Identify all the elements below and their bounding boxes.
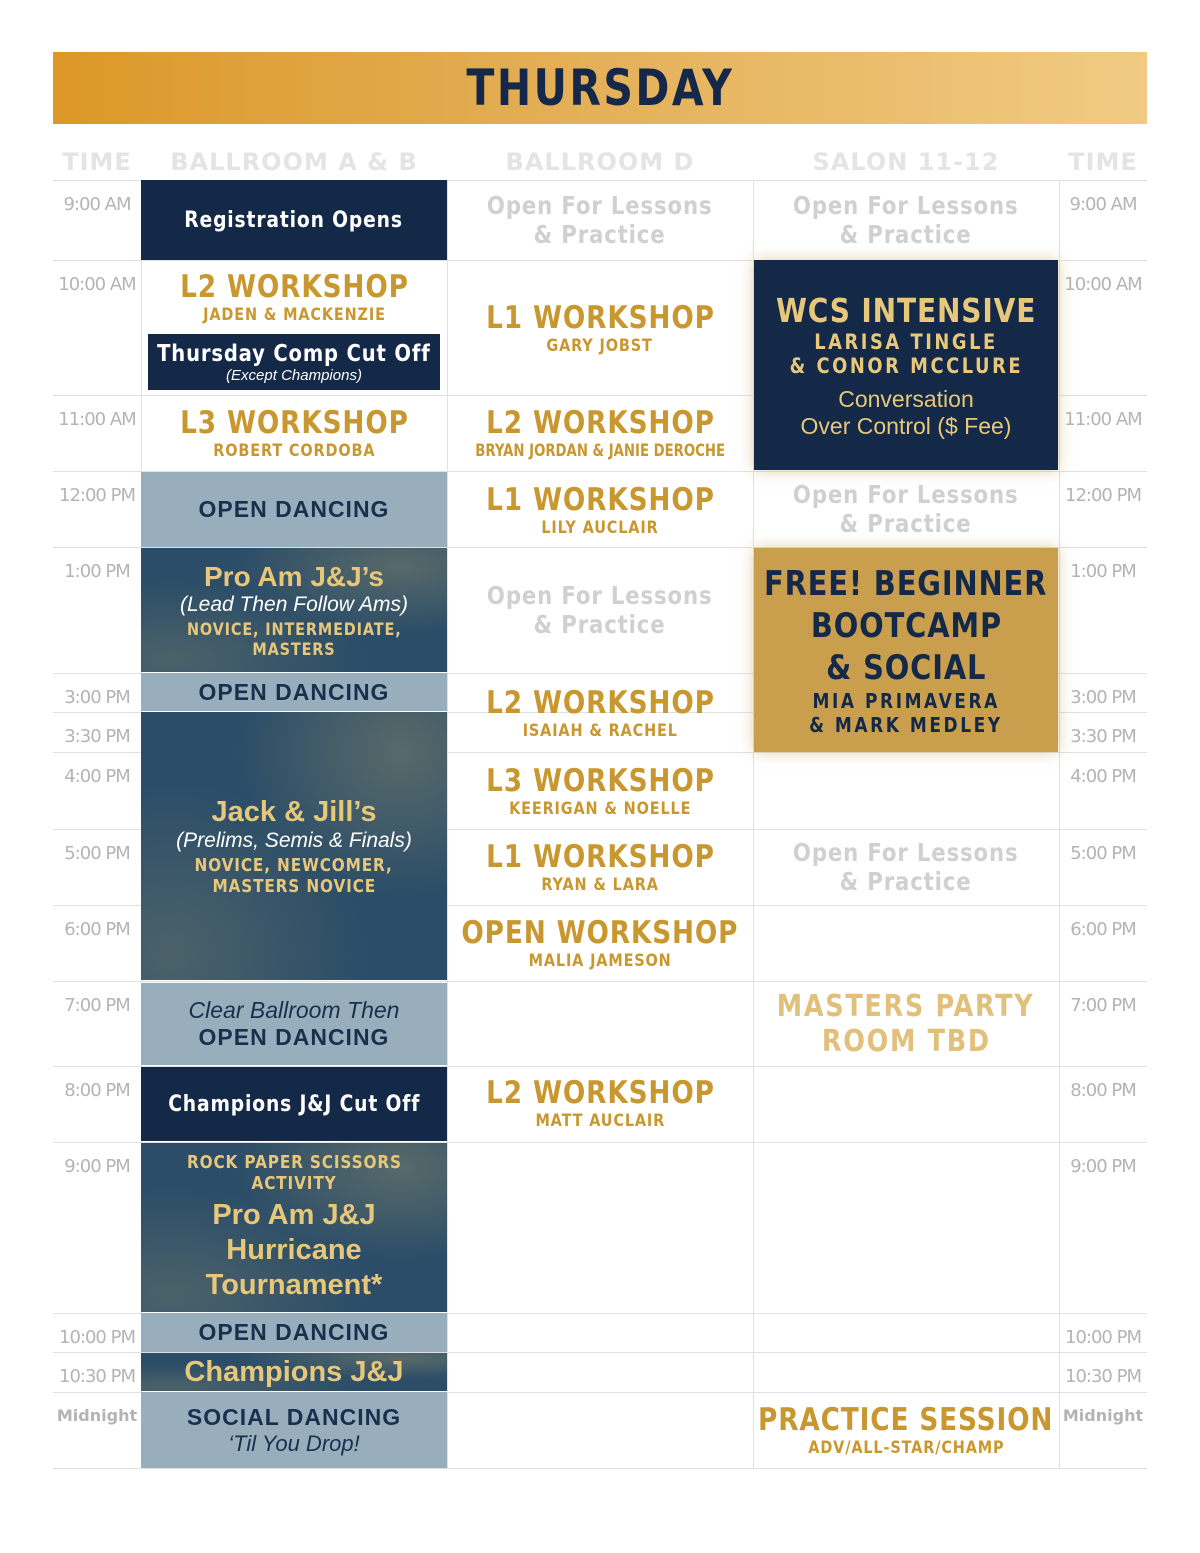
time-label-right: 3:00 PM <box>1070 687 1136 708</box>
header-salon: SALON 11-12 <box>812 148 1000 176</box>
hurricane-title-3: Tournament* <box>205 1269 383 1301</box>
workshop-instructors: MALIA JAMESON <box>528 951 672 971</box>
bootcamp-title-2: BOOTCAMP <box>810 606 1002 646</box>
proam-divisions-2: MASTERS <box>252 639 336 660</box>
workshop-title: OPEN WORKSHOP <box>461 915 739 951</box>
grid-line <box>1059 180 1060 1468</box>
jj-title: Jack & Jill’s <box>211 795 377 828</box>
champions-cutoff-block <box>141 1067 447 1141</box>
workshop-instructors: JADEN & MACKENZIE <box>202 305 386 325</box>
time-label-left: 10:00 AM <box>58 274 136 295</box>
cutoff-note: (Except Champions) <box>226 366 362 384</box>
rps-activity-2: ACTIVITY <box>251 1173 337 1194</box>
time-label-left: 9:00 AM <box>63 194 131 215</box>
time-label-right: 10:00 PM <box>1065 1327 1141 1348</box>
wcs-topic: Conversation <box>838 385 974 412</box>
header-ballroom-d: BALLROOM D <box>505 148 695 176</box>
champions-jj-label: Champions J&J <box>184 1355 404 1388</box>
workshop-title: L2 WORKSHOP <box>485 1075 715 1111</box>
open-lessons-label: Open For Lessons <box>793 838 1019 867</box>
open-dancing-block <box>141 673 447 711</box>
workshop-instructors: LILY AUCLAIR <box>541 517 659 538</box>
time-label-right: 12:00 PM <box>1065 485 1141 506</box>
wcs-instructor-2: & CONOR MCCLURE <box>789 353 1023 378</box>
comp-cutoff-block <box>148 334 440 390</box>
practice-session-level: ADV/ALL-STAR/CHAMP <box>807 1438 1005 1458</box>
open-dancing-label: OPEN DANCING <box>198 1024 390 1050</box>
jj-divisions-2: MASTERS NOVICE <box>212 875 376 897</box>
open-lessons-salon <box>753 180 1059 260</box>
bootcamp-instructor-2: & MARK MEDLEY <box>809 713 1003 737</box>
l3-workshop-d <box>447 754 753 828</box>
time-label-right: 10:00 AM <box>1064 274 1142 295</box>
open-lessons-label-2: & Practice <box>840 509 972 538</box>
open-lessons-d-2 <box>447 548 753 672</box>
workshop-instructors: KEERIGAN & NOELLE <box>508 799 692 819</box>
bootcamp-instructor: MIA PRIMAVERA <box>812 689 1000 713</box>
l3-workshop-ab <box>141 396 447 470</box>
jj-divisions: NOVICE, NEWCOMER, <box>194 854 394 876</box>
time-label-left: 5:00 PM <box>64 843 130 864</box>
time-label-right: 9:00 AM <box>1069 194 1137 215</box>
workshop-title: L2 WORKSHOP <box>485 405 715 441</box>
open-lessons-label-2: & Practice <box>534 220 666 249</box>
bootcamp-title-3: & SOCIAL <box>825 648 987 688</box>
workshop-title: L3 WORKSHOP <box>179 405 409 441</box>
open-lessons-d <box>447 180 753 260</box>
open-workshop-d <box>447 906 753 980</box>
time-label-right: 6:00 PM <box>1070 919 1136 940</box>
time-label-left: Midnight <box>56 1406 138 1425</box>
clear-ballroom-label: Clear Ballroom Then <box>188 997 400 1023</box>
proam-title: Pro Am J&J’s <box>204 560 384 592</box>
registration-block <box>141 180 447 260</box>
time-label-left: 4:00 PM <box>64 766 130 787</box>
workshop-instructors: GARY JOBST <box>546 336 654 356</box>
open-dancing-label: OPEN DANCING <box>198 678 390 705</box>
practice-session-block <box>753 1392 1059 1468</box>
time-label-right: 4:00 PM <box>1070 766 1136 787</box>
time-label-left: 10:00 PM <box>59 1327 135 1348</box>
masters-party-block <box>753 982 1059 1066</box>
time-label-right: 9:00 PM <box>1070 1156 1136 1177</box>
beginner-bootcamp-block <box>754 548 1058 752</box>
open-dancing-block <box>141 1313 447 1352</box>
open-lessons-label-2: & Practice <box>840 867 972 896</box>
header-ballroom-ab: BALLROOM A & B <box>170 148 418 176</box>
social-dancing-note: ‘Til You Drop! <box>228 1430 360 1456</box>
l1-workshop-d <box>447 261 753 395</box>
jack-and-jill-block <box>141 712 447 980</box>
time-label-right: 8:00 PM <box>1070 1080 1136 1101</box>
masters-party-room: ROOM TBD <box>821 1024 991 1059</box>
time-label-right: Midnight <box>1062 1406 1144 1425</box>
time-label-left: 11:00 AM <box>58 409 136 430</box>
workshop-title: L2 WORKSHOP <box>179 269 409 305</box>
open-lessons-label-2: & Practice <box>840 220 972 249</box>
proam-divisions: NOVICE, INTERMEDIATE, <box>186 619 402 640</box>
jj-note: (Prelims, Semis & Finals) <box>176 828 412 852</box>
time-label-right: 7:00 PM <box>1070 995 1136 1016</box>
time-label-right: 5:00 PM <box>1070 843 1136 864</box>
workshop-instructors: BRYAN JORDAN & JANIE DEROCHE <box>475 441 725 461</box>
workshop-title: L1 WORKSHOP <box>485 481 715 518</box>
open-lessons-label: Open For Lessons <box>487 191 713 220</box>
open-lessons-label: Open For Lessons <box>487 581 713 610</box>
time-label-left: 6:00 PM <box>64 919 130 940</box>
time-label-left: 12:00 PM <box>59 485 135 506</box>
day-banner <box>53 52 1147 124</box>
time-label-right: 1:00 PM <box>1070 561 1136 582</box>
time-label-left: 8:00 PM <box>64 1080 130 1101</box>
proam-note: (Lead Then Follow Ams) <box>180 592 408 616</box>
grid-line <box>53 1468 1147 1469</box>
clear-ballroom-block <box>141 983 447 1065</box>
time-label-left: 3:30 PM <box>64 726 130 747</box>
open-lessons-salon-3 <box>753 754 1059 980</box>
social-dancing-label: SOCIAL DANCING <box>186 1403 402 1430</box>
workshop-title: L1 WORKSHOP <box>485 300 715 336</box>
time-label-left: 3:00 PM <box>64 687 130 708</box>
l1-workshop-d-3 <box>447 830 753 904</box>
workshop-instructors: MATT AUCLAIR <box>535 1111 665 1131</box>
time-label-right: 3:30 PM <box>1070 726 1136 747</box>
time-label-right: 11:00 AM <box>1064 409 1142 430</box>
time-label-right: 10:30 PM <box>1065 1366 1141 1387</box>
open-dancing-block <box>141 472 447 547</box>
practice-session-title: PRACTICE SESSION <box>758 1402 1054 1438</box>
workshop-title: L1 WORKSHOP <box>485 839 715 875</box>
workshop-instructors: RYAN & LARA <box>541 875 659 895</box>
champions-cutoff-label: Champions J&J Cut Off <box>167 1091 420 1117</box>
open-lessons-salon-2 <box>753 472 1059 546</box>
time-label-left: 9:00 PM <box>64 1156 130 1177</box>
header-time-right: TIME <box>1068 148 1138 176</box>
open-dancing-label: OPEN DANCING <box>198 1319 390 1345</box>
workshop-title: L2 WORKSHOP <box>485 685 715 721</box>
l2-workshop-ab <box>141 262 447 332</box>
workshop-instructors: ROBERT CORDOBA <box>212 441 376 461</box>
cutoff-title: Thursday Comp Cut Off <box>157 340 431 367</box>
social-dancing-block <box>141 1392 447 1468</box>
wcs-topic-2: Over Control ($ Fee) <box>800 412 1012 439</box>
proam-jj-block <box>141 548 447 672</box>
registration-label: Registration Opens <box>184 207 404 233</box>
open-lessons-label: Open For Lessons <box>793 480 1019 509</box>
l2-workshop-d <box>447 396 753 470</box>
bootcamp-title: FREE! BEGINNER <box>764 564 1048 604</box>
wcs-title: WCS INTENSIVE <box>775 290 1037 330</box>
l2-workshop-d-2 <box>447 674 753 752</box>
workshop-instructors: ISAIAH & RACHEL <box>522 721 678 741</box>
workshop-title: L3 WORKSHOP <box>485 763 715 799</box>
time-label-left: 1:00 PM <box>64 561 130 582</box>
hurricane-title-2: Hurricane <box>226 1234 362 1266</box>
l1-workshop-d-2 <box>447 472 753 547</box>
header-time-left: TIME <box>62 148 132 176</box>
l2-workshop-d-3 <box>447 1066 753 1140</box>
wcs-instructor: LARISA TINGLE <box>814 329 998 354</box>
open-dancing-label: OPEN DANCING <box>198 496 390 522</box>
time-label-left: 7:00 PM <box>64 995 130 1016</box>
day-title: THURSDAY <box>466 59 734 117</box>
rps-activity: ROCK PAPER SCISSORS <box>186 1152 402 1173</box>
hurricane-title: Pro Am J&J <box>212 1199 376 1231</box>
champions-jj-block <box>141 1353 447 1391</box>
time-label-left: 10:30 PM <box>59 1366 135 1387</box>
open-lessons-label-2: & Practice <box>534 610 666 639</box>
open-lessons-label: Open For Lessons <box>793 191 1019 220</box>
masters-party-title: MASTERS PARTY <box>777 989 1035 1024</box>
hurricane-tournament-block <box>141 1143 447 1312</box>
wcs-intensive-block <box>754 260 1058 470</box>
